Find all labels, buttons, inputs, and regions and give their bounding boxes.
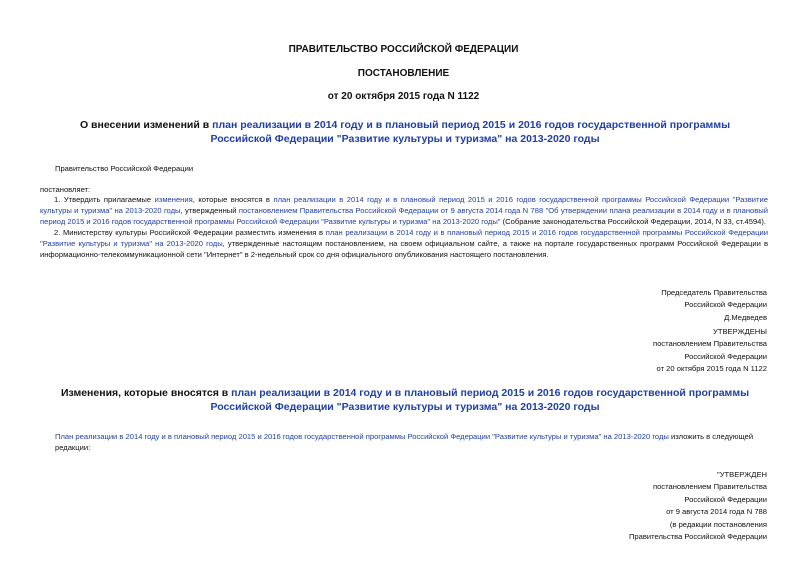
title-plan-link[interactable]: план реализации в 2014 году и в плановый период 2015 и 2016 годов государственной программы Российской Федерации "Развитие культуры и туризма" на 2013-2020 годы [210, 119, 731, 145]
item-1-text-a: 1. Утвердить прилагаемые [54, 195, 155, 204]
approval-title: УТВЕРЖДЕНЫ [713, 327, 767, 336]
approved-788-date: от 9 августа 2014 года N 788 [666, 507, 767, 517]
changes-heading-prefix: Изменения, которые вносятся в [60, 387, 232, 399]
approval-by: постановлением Правительства [652, 339, 767, 349]
approved-788-block [629, 469, 767, 543]
approved-788-edition-gov: Правительства Российской Федерации [628, 532, 767, 542]
item-1-text-d: (Собрание законодательства Российской Федерации, 2014, N 33, ст.4594). [500, 217, 767, 226]
document-title [50, 118, 760, 146]
signature-name: Д.Медведев [724, 312, 767, 322]
changes-text [55, 431, 775, 453]
approval-country: Российской Федерации [684, 351, 767, 361]
item-2-text-b: , утвержденные настоящим постановлением, на своем официальном сайте, а также на портале государственных программ Российской Федерации в информационно-телекоммуникационной сети "Интернет" в 2-недельный срок со дня официального опубликования настоящего постановления. [40, 239, 768, 259]
approved-788-by: постановлением Правительства [652, 482, 767, 492]
item-2 [40, 227, 768, 260]
preamble-resolves: постановляет: [40, 185, 91, 194]
changes-text-plan-link[interactable]: План реализации в 2014 году и в плановый период 2015 и 2016 годов государственной программы Российской Федерации "Развитие культуры и туризма" на 2013-2020 годы [55, 432, 669, 441]
document-type: ПОСТАНОВЛЕНИЕ [357, 68, 450, 79]
approved-788-country: Российской Федерации [684, 494, 767, 504]
decree-788-link[interactable]: постановлением Правительства Российской Федерации от 9 августа 2014 года N 788 "Об утверждении плана реализации в 2014 году и в плановый период 2015 и 2016 годов государственной программы Российской Федерации "Развитие культуры и туризма" на 2013-2020 годы" [40, 206, 768, 226]
approval-block [653, 326, 767, 376]
changes-link[interactable]: изменения [154, 195, 193, 204]
plan-link[interactable]: план реализации в 2014 году и в плановый период 2015 и 2016 годов государственной программы Российской Федерации "Развитие культуры и туризма" на 2013-2020 годы [40, 195, 768, 215]
plan-link-2[interactable]: план реализации в 2014 году и в плановый период 2015 и 2016 годов государственной программы Российской Федерации "Развитие культуры и туризма" на 2013-2020 годы [40, 228, 768, 248]
changes-heading [50, 386, 760, 414]
government-heading: ПРАВИТЕЛЬСТВО РОССИЙСКОЙ ФЕДЕРАЦИИ [288, 44, 519, 55]
preamble-government: Правительство Российской Федерации [55, 164, 194, 173]
document-date-number: от 20 октября 2015 года N 1122 [327, 91, 480, 102]
title-prefix: О внесении изменений в [79, 119, 213, 131]
signature-position: Председатель Правительства [661, 288, 767, 297]
signature-block [661, 287, 767, 324]
changes-heading-plan-link[interactable]: план реализации в 2014 году и в плановый период 2015 и 2016 годов государственной программы Российской Федерации "Развитие культуры и туризма" на 2013-2020 годы [210, 387, 750, 413]
item-2-text-a: 2. Министерству культуры Российской Федерации разместить изменения в [54, 228, 326, 237]
item-1 [40, 194, 768, 227]
approved-788-edition: (в редакции постановления [669, 519, 767, 529]
approval-date: от 20 октября 2015 года N 1122 [656, 364, 767, 374]
approved-788-title: "УТВЕРЖДЕН [717, 470, 767, 479]
resolution-items [40, 194, 768, 260]
signature-country: Российской Федерации [684, 300, 767, 310]
changes-text-rest: изложить в следующей редакции: [55, 432, 754, 452]
item-1-text-c: , утвержденный [180, 206, 239, 215]
item-1-text-b: , которые вносятся в [192, 195, 274, 204]
